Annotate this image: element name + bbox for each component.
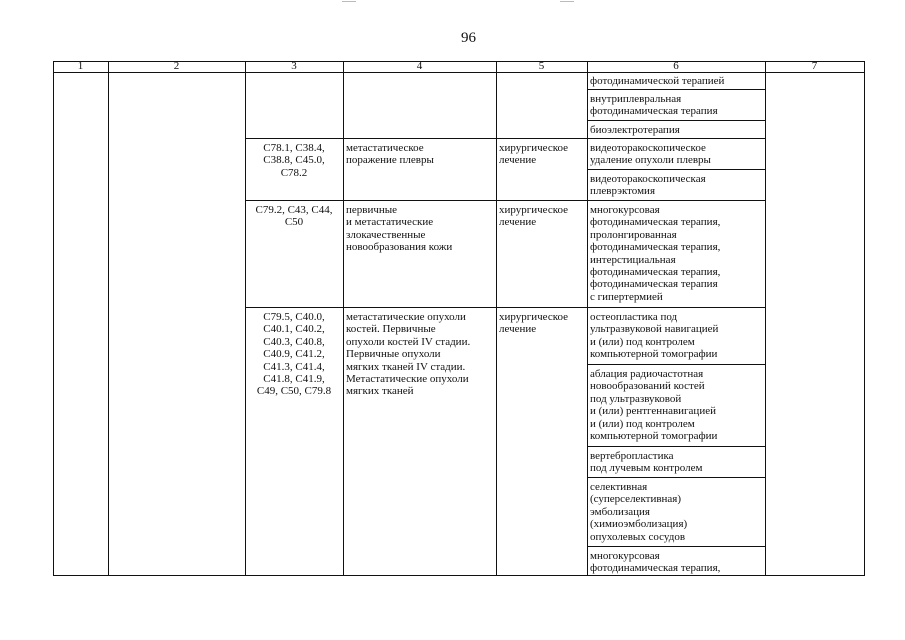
scan-artifact — [560, 1, 574, 2]
column-header-6: 6 — [673, 60, 679, 72]
icd-codes-cell: C78.1, C38.4, C38.8, C45.0, C78.2 — [263, 142, 325, 179]
column-header-4: 4 — [416, 60, 423, 72]
method-cell: остеопластика под ультразвуковой навигацией и (или) под контролем компьютерной томографии — [590, 311, 719, 361]
column-header-3: 3 — [291, 60, 297, 72]
method-cell: вертебропластика под лучевым контролем — [590, 450, 703, 475]
method-cell: видеоторакоскопическая плеврэктомия — [590, 173, 706, 198]
column-header-7: 7 — [811, 60, 818, 72]
diagnosis-cell: первичные и метастатические злокачественные новообразования кожи — [346, 204, 453, 254]
method-cell: многокурсовая фотодинамическая терапия, пролонгированная фотодинамическая терапия, интерстициальная фотодинамическая терапия, фотодинамическая терапия с гипертермией — [590, 204, 721, 303]
treatment-type-cell: хирургическое лечение — [499, 204, 569, 229]
scan-artifact — [342, 1, 356, 2]
column-header-5: 5 — [538, 60, 545, 72]
icd-codes-cell: C79.5, C40.0, C40.1, C40.2, C40.3, C40.8, C40.9, C41.2, C41.3, C41.4, C41.8, C41.9, C49, C50, C79.8 — [256, 311, 332, 398]
method-cell: многокурсовая фотодинамическая терапия, — [590, 550, 721, 575]
treatment-type-cell: хирургическое лечение — [499, 142, 569, 167]
method-cell: видеоторакоскопическое удаление опухоли плевры — [590, 142, 711, 167]
diagnosis-cell: метастатические опухоли костей. Первичные опухоли костей IV стадии. Первичные опухоли мягких тканей IV стадии. Метастатические опухоли мягких тканей — [346, 311, 471, 398]
method-cell: аблация радиочастотная новообразований костей под ультразвуковой и (или) рентгеннавигацией и (или) под контролем компьютерной томографии — [590, 368, 718, 443]
column-header-2: 2 — [173, 60, 180, 72]
column-header-1: 1 — [77, 60, 84, 72]
method-cell: фотодинамической терапией — [590, 75, 725, 87]
page-number: 96 — [461, 30, 476, 46]
method-cell: биоэлектротерапия — [590, 124, 680, 136]
method-cell: селективная (суперселективная) эмболизация (химиоэмболизация) опухолевых сосудов — [590, 481, 688, 543]
diagnosis-cell: метастатическое поражение плевры — [346, 142, 434, 167]
treatment-type-cell: хирургическое лечение — [499, 311, 569, 336]
icd-codes-cell: C79.2, C43, C44, C50 — [255, 204, 333, 229]
method-cell: внутриплевральная фотодинамическая терапия — [590, 93, 718, 118]
